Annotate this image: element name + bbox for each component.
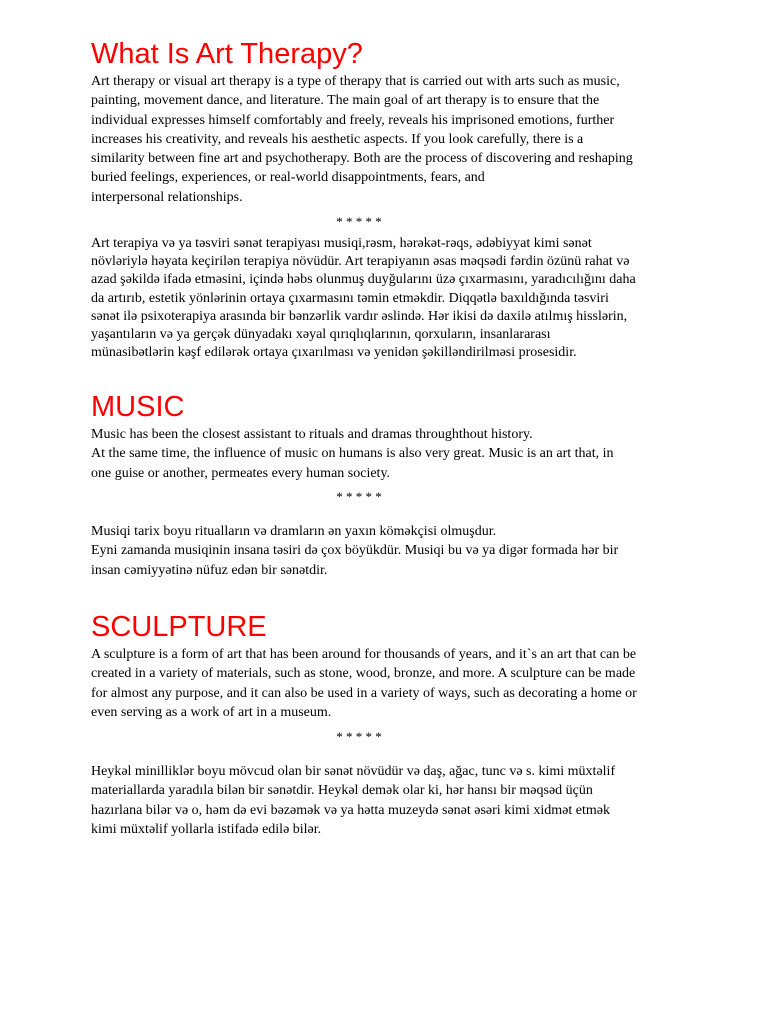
paragraph-line: da artırıb, estetik yönlərinin ortaya çıxarmasını təmin etməkdir. Diqqətlə baxıldığında təsviri (91, 290, 609, 306)
paragraph-line: even serving as a work of art in a museum. (91, 704, 332, 720)
paragraph-line: növləriylə həyata keçirilən terapiya növüdür. Art terapiyanın əsas məqsədi fərdin özünü rahat və (91, 254, 630, 270)
paragraph-line: yaşantıların və ya gerçək dünyadakı xəyal qırıqlıqlarının, qorxuların, insanlararası (91, 327, 551, 343)
sculpture-azerbaijani-paragraph (91, 762, 615, 839)
paragraph-line: one guise or another, permeates every human society. (91, 465, 391, 481)
section-title-art-therapy: What Is Art Therapy? (91, 38, 363, 70)
paragraph-line: Eyni zamanda musiqinin insana təsiri də çox böyükdür. Musiqi bu və ya digər formada hər bir (91, 543, 619, 559)
paragraph-line: kimi müxtəlif yollarla istifadə edilə bilər. (91, 821, 322, 837)
paragraph-line: Heykəl minilliklər boyu mövcud olan bir sənət növüdür və daş, ağac, tunc və s. kimi müxtəlif (91, 764, 616, 779)
paragraph-line: created in a variety of materials, such as stone, wood, bronze, and more. A sculpture can be made (91, 666, 636, 682)
paragraph-line: individual expresses himself comfortably and freely, reveals his imprisoned emotions, further (91, 112, 615, 128)
art-therapy-azerbaijani-paragraph (91, 235, 636, 362)
paragraph-line: hazırlana bilər və o, həm də evi bəzəmək və ya hətta muzeydə sənət əsəri kimi xidmət etmək (91, 802, 610, 818)
paragraph-line: At the same time, the influence of music on humans is also very great. Music is an art that, in (91, 446, 614, 462)
paragraph-line: for almost any purpose, and it can also be used in a variety of ways, such as decorating a home or (91, 685, 637, 701)
section-separator: * * * * * (336, 729, 382, 744)
paragraph-line: Music has been the closest assistant to rituals and dramas throughthout history. (91, 427, 533, 442)
music-english-paragraph (91, 425, 614, 483)
paragraph-line: buried feelings, experiences, or real-world disappointments, fears, and (91, 170, 485, 186)
paragraph-line: Art therapy or visual art therapy is a type of therapy that is carried out with arts such as music, (91, 74, 620, 89)
section-separator: * * * * * (336, 214, 382, 229)
paragraph-line: similarity between fine art and psychotherapy. Both are the process of discovering and reshaping (91, 151, 633, 167)
paragraph-line: interpersonal relationships. (91, 189, 243, 205)
paragraph-line: azad şəkildə ifadə etməsini, içində həbs olunmuş duyğularını üzə çıxarmasını, yaradıcılığını daha (91, 272, 636, 288)
section-separator: * * * * * (336, 489, 382, 504)
paragraph-line: sənət ilə psixoterapiya arasında bir bənzərlik vardır əslində. Hər ikisi də daxilə atılmış hisslərin, (91, 308, 628, 324)
paragraph-line: increases his creativity, and reveals his aesthetic aspects. If you look carefully, there is a (91, 131, 584, 147)
paragraph-line: münasibətlərin kəşf edilərək ortaya çıxarılması və yenidən şəkilləndirilməsi prosesidir. (91, 345, 577, 361)
paragraph-line: Art terapiya və ya təsviri sənət terapiyası musiqi,rəsm, hərəkət-rəqs, ədəbiyyat kimi sənət (91, 236, 592, 251)
section-title-sculpture: SCULPTURE (91, 611, 267, 643)
paragraph-line: materiallarda yaradıla bilən bir sənətdir. Heykəl demək olar ki, hər hansı bir məqsəd üçün (91, 783, 593, 799)
art-therapy-english-paragraph (91, 72, 633, 207)
section-title-music: MUSIC (91, 391, 185, 423)
paragraph-line: Musiqi tarix boyu ritualların və dramların ən yaxın köməkçisi olmuşdur. (91, 524, 497, 539)
music-azerbaijani-paragraph (91, 522, 618, 580)
paragraph-line: insan cəmiyyətinə nüfuz edən bir sənətdir. (91, 562, 328, 578)
paragraph-line: A sculpture is a form of art that has been around for thousands of years, and it`s an art that can be (91, 647, 637, 662)
sculpture-english-paragraph (91, 645, 637, 722)
paragraph-line: painting, movement dance, and literature. The main goal of art therapy is to ensure that the (91, 93, 600, 109)
